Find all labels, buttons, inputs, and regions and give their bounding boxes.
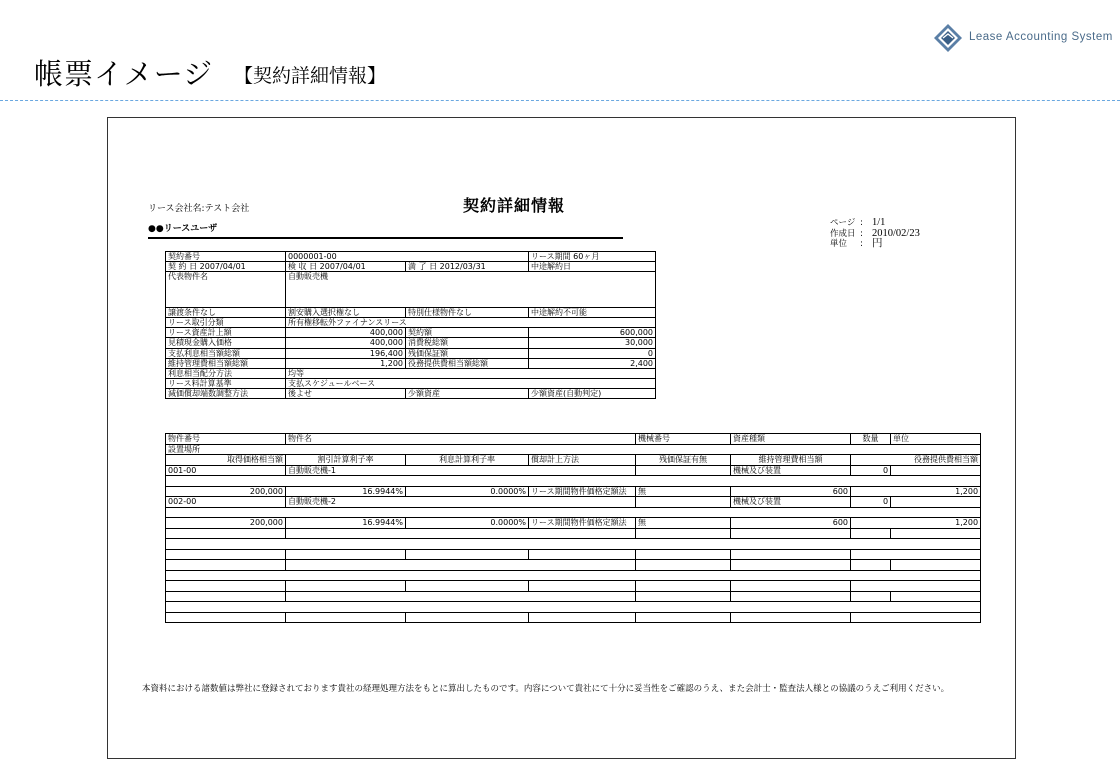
slide-subtitle: 【契約詳細情報】 [234,65,387,87]
item-asset-type: 機械及び装置 [731,465,851,476]
item-discount-rate: 16.9944% [286,486,406,497]
table-row [166,497,981,508]
meta-unit-value: 円 [872,238,883,249]
residual-label: 残価保証額 [406,348,529,358]
report-document [107,117,1016,759]
item-maint-fee: 600 [731,518,851,529]
item-residual-flag: 無 [636,486,731,497]
company-logo [933,20,1113,54]
meta-page-value: 1/1 [872,217,886,228]
item-discount-rate: 16.9944% [286,518,406,529]
diamond-logo-icon [933,23,963,53]
fee-basis: 支払スケジュールベース [286,378,656,388]
report-meta [830,218,920,250]
end-date: 2012/03/31 [439,262,486,272]
lessee-underline [148,237,623,239]
contract-amount: 600,000 [529,328,656,338]
interest-total: 196,400 [286,348,406,358]
col-machine-no: 機械番号 [636,434,731,445]
col-asset-type: 資産種類 [731,434,851,445]
acceptance-date-label: 検 収 日 [288,262,318,272]
meta-unit-key: 単位 [830,239,848,249]
items-header-row [166,455,981,466]
logo-text: Lease Accounting System [969,31,1113,43]
col-item-name: 物件名 [286,434,636,445]
header-divider [0,100,1120,101]
consumption-tax-label: 消費税総額 [406,338,529,348]
lease-period: 60ヶ月 [573,252,600,261]
table-row [166,348,656,358]
rep-item: 自動販売機 [286,272,656,308]
meta-unit: 単位 : 円 [830,238,883,249]
table-row [166,272,656,308]
table-row [166,549,981,560]
item-qty: 0 [851,497,891,508]
item-qty: 0 [851,465,891,476]
item-maint-fee: 600 [731,486,851,497]
end-date-cell [406,262,529,272]
item-machine-no [636,465,731,476]
item-name: 自動販売機-1 [286,465,636,476]
item-location [166,507,981,518]
lease-period-cell [529,252,656,262]
table-row [166,602,981,613]
dep-adjust-label: 減価償却端数調整方法 [166,388,286,398]
acceptance-date-cell [286,262,406,272]
cancel-date-cell [529,262,656,272]
item-service-fee: 1,200 [851,486,981,497]
maint-total-label: 維持管理費相当額総額 [166,358,286,368]
service-total: 2,400 [529,358,656,368]
table-row [166,476,981,487]
table-row [166,262,656,272]
est-cash-label: 見積現金購入価格 [166,338,286,348]
interest-method: 均等 [286,368,656,378]
items-header-row [166,434,981,445]
dep-adjust: 後よせ [286,388,406,398]
small-asset-label: 少額資産 [406,388,529,398]
table-row [166,581,981,592]
est-cash: 400,000 [286,338,406,348]
item-location [166,476,981,487]
table-row [166,528,981,539]
table-row [166,378,656,388]
table-row [166,591,981,602]
table-row [166,518,981,529]
item-asset-type: 機械及び装置 [731,497,851,508]
items-table [165,433,981,623]
service-total-label: 役務提供費相当額総額 [406,358,529,368]
cond-special: 特別仕様物件なし [406,308,529,318]
item-acq-price: 200,000 [166,518,286,529]
item-acq-price: 200,000 [166,486,286,497]
end-date-label: 満 了 日 [408,262,438,272]
table-row [166,560,981,571]
meta-page: ページ : 1/1 [830,217,886,228]
col-residual-flag: 残価保証有無 [636,455,731,466]
meta-created-key: 作成日 [830,228,856,239]
table-row [166,570,981,581]
table-row [166,486,981,497]
item-no: 002-00 [166,497,286,508]
item-dep-method: リース期間物件価格定額法 [529,486,636,497]
col-interest-rate: 利息計算利子率 [406,455,529,466]
contract-no-label: 契約番号 [166,252,286,262]
disclaimer-text: 本資料における諸数値は弊社に登録されております貴社の経理処理方法をもとに算出したものです。内容について貴社にて十分に妥当性をご確認のうえ、また会計士・監査法人様との協議のうえご利用ください。 [142,684,950,694]
item-interest-rate: 0.0000% [406,518,529,529]
meta-created: 作成日 : 2010/02/23 [830,227,920,239]
table-row [166,388,656,398]
col-qty: 数量 [851,434,891,445]
col-item-no: 物件番号 [166,434,286,445]
col-service-fee: 役務提供費相当額 [851,455,981,466]
contract-date-cell [166,262,286,272]
table-row [166,338,656,348]
meta-page-key: ページ [830,218,856,228]
table-row [166,328,656,338]
col-discount-rate: 割引計算利子率 [286,455,406,466]
contract-date-label: 契 約 日 [168,262,198,272]
cancel-date-label: 中途解約日 [531,262,572,272]
table-row [166,318,656,328]
asset-amount: 400,000 [286,328,406,338]
contract-table [165,251,656,399]
consumption-tax: 30,000 [529,338,656,348]
table-row [166,308,656,318]
asset-amount-label: リース資産計上額 [166,328,286,338]
col-maint-fee: 維持管理費相当額 [731,455,851,466]
item-residual-flag: 無 [636,518,731,529]
table-row [166,358,656,368]
table-row [166,539,981,550]
table-row [166,368,656,378]
item-machine-no [636,497,731,508]
cond-transfer: 譲渡条件なし [166,308,286,318]
item-service-fee: 1,200 [851,518,981,529]
lease-period-label: リース期間 [531,252,571,261]
table-row [166,252,656,262]
item-name: 自動販売機-2 [286,497,636,508]
rep-item-label: 代表物件名 [166,272,286,308]
acceptance-date: 2007/04/01 [319,262,366,272]
table-row [166,507,981,518]
lease-class-label: リース取引分類 [166,318,286,328]
lessor-name: リース会社名:テスト会社 [148,204,250,214]
residual: 0 [529,348,656,358]
slide-title: 帳票イメージ [34,57,214,91]
table-row [166,465,981,476]
contract-date: 2007/04/01 [199,262,246,272]
col-dep-method: 償却計上方法 [529,455,636,466]
interest-total-label: 支払利息相当額総額 [166,348,286,358]
item-interest-rate: 0.0000% [406,486,529,497]
col-unit: 単位 [891,434,981,445]
cond-cancel: 中途解約不可能 [529,308,656,318]
document-title: 契約詳細情報 [463,196,566,215]
col-acq-price: 取得価格相当額 [166,455,286,466]
item-unit [891,497,981,508]
item-dep-method: リース期間物件価格定額法 [529,518,636,529]
table-row [166,612,981,623]
items-header-row [166,444,981,455]
cond-bargain: 割安購入選択権なし [286,308,406,318]
contract-no: 0000001-00 [286,252,529,262]
lessee-name: ●●リースユーザ [148,224,218,234]
col-location: 設置場所 [166,444,981,455]
lease-class: 所有権移転外ファイナンスリース [286,318,656,328]
maint-total: 1,200 [286,358,406,368]
interest-method-label: 利息相当配分方法 [166,368,286,378]
item-unit [891,465,981,476]
contract-amount-label: 契約額 [406,328,529,338]
small-asset: 少額資産(自動判定) [529,388,656,398]
fee-basis-label: リース料計算基準 [166,378,286,388]
item-no: 001-00 [166,465,286,476]
meta-created-value: 2010/02/23 [872,227,920,239]
